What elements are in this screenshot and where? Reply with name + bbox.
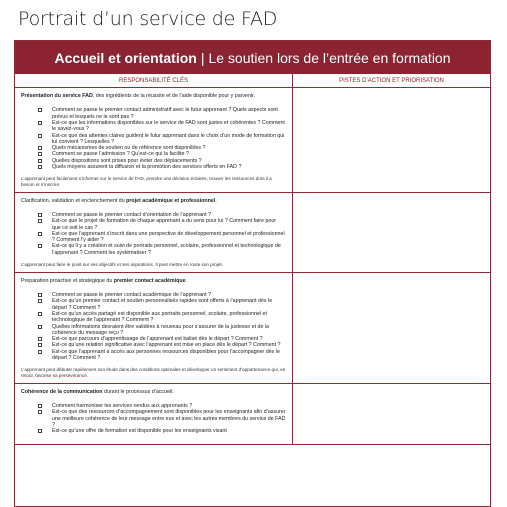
list-item [21, 409, 286, 428]
list-item [21, 324, 286, 337]
checkbox-icon [38, 219, 42, 223]
question-text: Est-ce qu’une offre de formation est disponible pour les enseignants visant [52, 428, 227, 435]
checkbox-icon [38, 232, 42, 236]
question-list [21, 292, 286, 361]
question-text: Comment harmoniser les services rendus aux apprenants ? [52, 402, 193, 409]
checkbox-icon [38, 293, 42, 297]
checkbox-icon [38, 312, 42, 316]
row-intro-bold: projet académique et professionnel [126, 197, 216, 204]
row-intro [21, 278, 286, 284]
question-text: Comment se passe le premier contact d’orientation de l’apprenant ? [52, 211, 211, 218]
list-item [21, 120, 286, 133]
question-text: Est-ce que l’apprenant s’inscrit dans une perspective de développement personnel et professionnel ? Comment l’y aider ? [52, 230, 285, 244]
question-text: Comment se passe le premier contact académique de l’apprenant ? [52, 292, 211, 299]
row-intro-bold: premier contact académique [113, 277, 186, 284]
row-outcome-note: L’apprenant peut facilement s’informer sur le service de FAD, prendre une décision éclairée, trouver les ressources dont il a besoin et s’inscrire. [21, 176, 272, 187]
row-intro-text: , des ingrédients de la réussite et de l’aide disponible pour y parvenir. [92, 93, 256, 99]
row-intro [21, 198, 286, 204]
question-list [21, 107, 286, 170]
action-cell[interactable] [293, 273, 490, 383]
question-list [21, 212, 286, 256]
question-text: Est-ce que le projet de formation de chaque apprenant a du sens pour lui ? Comment faire pour que ce soit le cas ? [52, 218, 277, 231]
row-intro-text: Préparation proactive et stratégique du [21, 277, 114, 284]
checkbox-icon [38, 337, 42, 341]
table-row [15, 384, 490, 446]
list-item [21, 243, 286, 256]
table-row [15, 273, 490, 384]
column-header-actions: PISTES D’ACTION ET PRIORISATION [339, 77, 444, 84]
checkbox-icon [38, 159, 42, 163]
column-headers [15, 74, 490, 88]
question-text: Quelles informations devraient être validées à nouveau pour s’assurer de la justesse et de la cohérence du message reçu ? [52, 323, 270, 336]
checkbox-icon [38, 108, 42, 112]
question-text: Est-ce que des ressources d’accompagnement sont disponibles pour les enseignants afin d’assurer une meilleure cohérence de leur message entre eux et avec les autres membres du service de FAD ? [52, 409, 286, 428]
list-item [21, 107, 286, 120]
checkbox-icon [38, 134, 42, 138]
checkbox-icon [38, 146, 42, 150]
question-text: Est-ce qu’un premier contact et soutien personnalisés rapides sont offerts à l’apprenant dès le départ ? Comment ? [52, 298, 273, 311]
row-intro-text: Clarification, validation et enclenchement du [21, 197, 127, 204]
question-text: Est-ce que les informations disponibles sur le service de FAD sont justes et cohérentes ? Comment le savez-vous ? [52, 120, 285, 133]
column-header-responsibilities: RESPONSABILITÉ CLÉS [15, 74, 293, 87]
row-intro-bold: Présentation du service FAD [21, 93, 93, 99]
question-text: Est-ce que des attentes claires guident le futur apprenant dans le choix d’un mode de formation qui lui convient ? Lesquelles ? [52, 132, 285, 145]
question-text: Est-ce qu’il y a création et suivi de portraits personnel, scolaire, professionnel et technologique de l’apprenant ? Comment les systématiser ? [52, 243, 281, 256]
list-item [21, 428, 286, 434]
list-item [21, 218, 286, 231]
banner-title: Accueil et orientation [54, 49, 197, 66]
checkbox-icon [38, 152, 42, 156]
checkbox-icon [38, 121, 42, 125]
question-text: Est-ce que parcours d’apprentissage de l’apprenant est balisé dès le départ ? Comment ? [52, 336, 263, 343]
responsibility-cell [15, 273, 293, 383]
checkbox-icon [38, 404, 42, 408]
checkbox-icon [38, 429, 42, 433]
question-list [21, 403, 286, 434]
question-text: Est-ce que l’apprenant a accès aux personnes ressources disponibles pour l’accompagner dès le départ ? Comment ? [52, 348, 280, 362]
guide-table [14, 40, 491, 507]
table-row [15, 193, 490, 273]
list-item [21, 133, 286, 146]
banner-subtitle: Le soutien lors de l’entrée en formation [208, 49, 451, 66]
row-intro-text: . [215, 197, 217, 204]
action-cell[interactable] [293, 193, 490, 272]
responsibility-cell [15, 88, 293, 192]
section-banner [15, 41, 490, 74]
question-text: Quels mécanismes de soutien ou de référence sont disponibles ? [52, 145, 206, 152]
table-row [15, 88, 490, 193]
question-text: Comment se passe l’admission ? Qu’est-ce qui la facilite ? [52, 151, 189, 158]
list-item [21, 231, 286, 244]
list-item [21, 164, 286, 170]
responsibility-cell [15, 193, 293, 272]
question-text: Est-ce qu’un accès partagé est disponible aux portraits personnel, scolaire, professionnel et technologique de l’apprenant ? Comment ? [52, 310, 267, 324]
checkbox-icon [38, 213, 42, 217]
checkbox-icon [38, 350, 42, 354]
page-title: Portrait d’un service de FAD [18, 8, 278, 30]
checkbox-icon [38, 165, 42, 169]
list-item [21, 349, 286, 362]
row-outcome-note: L’apprenant peut débuter rapidement son étude dans des conditions optimales et développer un sentiment d’appartenance qui, en retour, favorise sa persévérance. [21, 367, 286, 378]
question-text: Est-ce qu’une relation significative avec l’apprenant est mise en place dès le départ ? Comment ? [52, 342, 281, 349]
row-outcome-note: L’apprenant peut faire le point sur ses objectifs et ses aspirations. Il peut mettre en route son projet. [21, 262, 223, 268]
row-intro-text: . [185, 277, 188, 284]
row-intro-text: durant le processus d’accueil. [102, 388, 174, 395]
list-item [21, 311, 286, 324]
list-item [21, 298, 286, 311]
question-text: Quelles dispositions sont prises pour éviter des déplacements ? [52, 157, 202, 164]
question-text: Quels moyens assurent la diffusion et la promotion des services offerts en FAD ? [52, 164, 242, 171]
action-cell[interactable] [293, 384, 490, 445]
banner-separator: | [200, 49, 205, 66]
checkbox-icon [38, 299, 42, 303]
row-intro [21, 93, 286, 99]
checkbox-icon [38, 325, 42, 329]
responsibility-cell [15, 384, 293, 445]
checkbox-icon [38, 410, 42, 414]
action-cell[interactable] [293, 88, 490, 192]
checkbox-icon [38, 343, 42, 347]
question-text: Comment se passe le premier contact administratif avec le futur apprenant ? Quels aspects sont prévus et lesquels ne le sont pas ? [52, 107, 278, 120]
row-intro [21, 389, 286, 395]
row-intro-bold: Cohérence de la communication [21, 388, 103, 395]
checkbox-icon [38, 244, 42, 248]
